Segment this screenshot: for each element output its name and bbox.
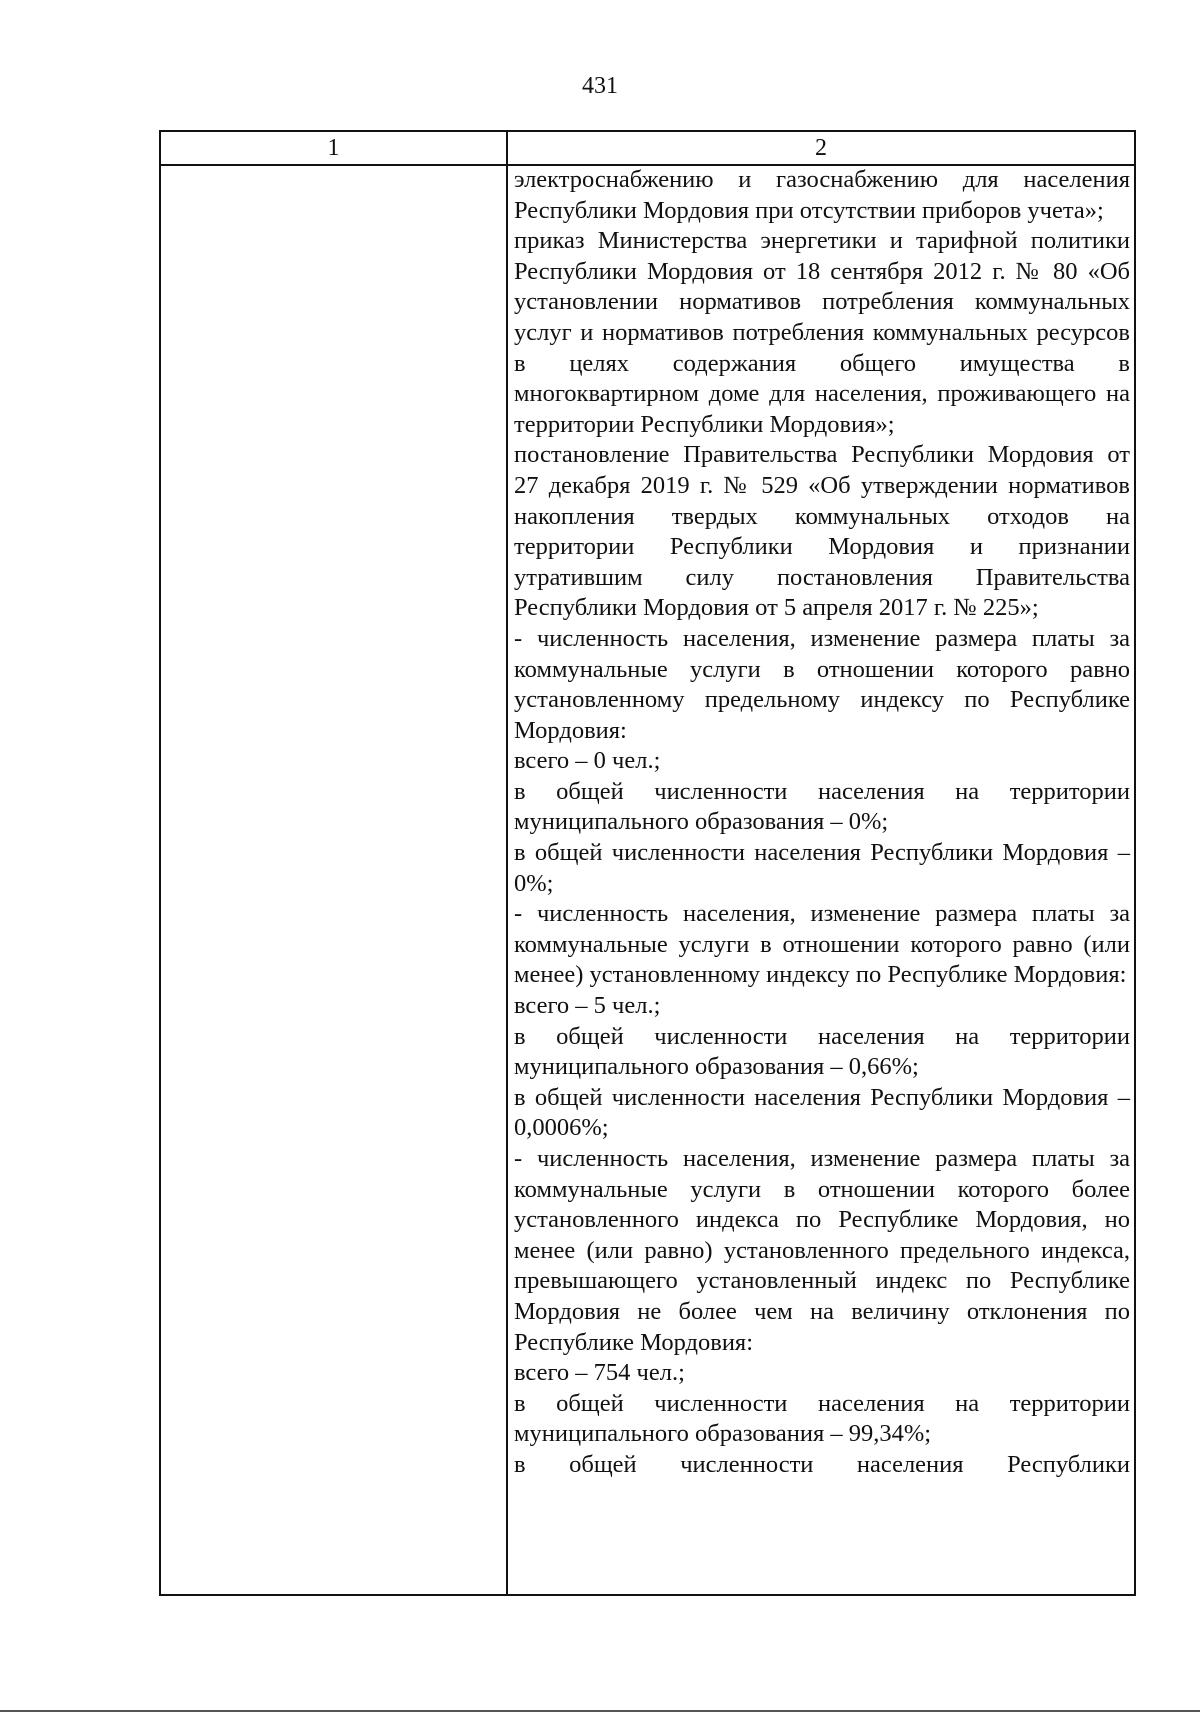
- paragraph: - численность населения, изменение размера платы за коммунальные услуги в отношении которого равно установленному предельному индексу по Республике Мордовия:: [514, 624, 1130, 744]
- paragraph: - численность населения, изменение размера платы за коммунальные услуги в отношении которого более установленного индекса по Республике Мордовия, но менее (или равно) установленного предельного индекса, превышающего установленный индекс по Республике Мордовия не более чем на величину отклонения по Республике Мордовия:: [514, 1145, 1130, 1356]
- paragraph: в общей численности населения на территории муниципального образования – 0,66%;: [514, 1022, 1130, 1081]
- paragraph-continued: в общей численности населения Республики: [514, 1450, 1130, 1478]
- paragraph: электроснабжению и газоснабжению для населения Республики Мордовия при отсутствии приборов учета»;: [514, 166, 1130, 224]
- document-table: [159, 130, 1136, 1596]
- paragraph: - численность населения, изменение размера платы за коммунальные услуги в отношении которого равно (или менее) установленному индексу по Республике Мордовия:: [514, 900, 1130, 989]
- scan-edge-line: [0, 1710, 1200, 1712]
- paragraph: в общей численности населения на территории муниципального образования – 99,34%;: [514, 1389, 1130, 1448]
- table-header-row: [161, 132, 1134, 166]
- paragraph: в общей численности населения Республики Мордовия – 0%;: [514, 839, 1130, 897]
- paragraph: постановление Правительства Республики Мордовия от 27 декабря 2019 г. № 529 «Об утверждении нормативов накопления твердых коммунальных отходов на территории Республики Мордовия и признании утратившим силу постановления Правительства Республики Мордовия от 5 апреля 2017 г. № 225»;: [514, 441, 1130, 622]
- paragraph: всего – 0 чел.;: [514, 747, 661, 775]
- column-header-2: 2: [815, 135, 827, 161]
- column-header-1: 1: [327, 135, 340, 161]
- page-number: 431: [582, 73, 618, 99]
- paragraph: в общей численности населения на территории муниципального образования – 0%;: [514, 777, 1130, 836]
- paragraph: всего – 5 чел.;: [514, 992, 661, 1020]
- column-divider: [506, 132, 508, 1594]
- table-content-cell: [514, 165, 1130, 1481]
- paragraph: приказ Министерства энергетики и тарифной политики Республики Мордовия от 18 сентября 2012 г. № 80 «Об установлении нормативов потребления коммунальных услуг и нормативов потребления коммунальных ресурсов в целях содержания общего имущества в многоквартирном доме для населения, проживающего на территории Республики Мордовия»;: [514, 227, 1130, 438]
- paragraph: в общей численности населения Республики Мордовия – 0,0006%;: [514, 1083, 1130, 1142]
- paragraph: всего – 754 чел.;: [514, 1359, 685, 1387]
